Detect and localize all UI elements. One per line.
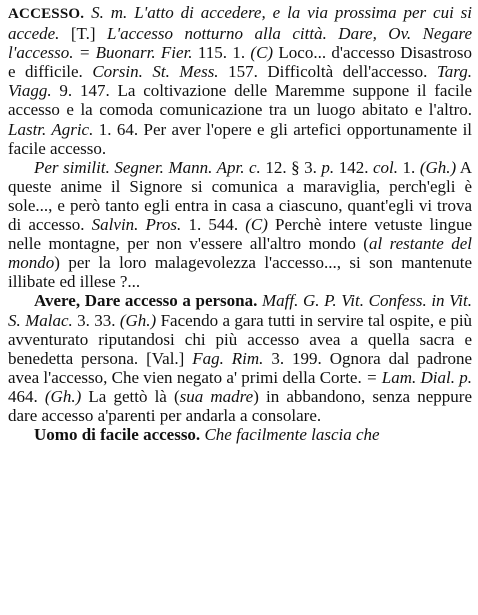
- source-mark: (Gh.): [119, 310, 157, 330]
- citation-number: 1. 64.: [98, 119, 139, 139]
- quote-maff: Facendo a gara tutti in servire tal ospite, e più avventurato riputandosi chi più accesso avea a quella sacra e benedetta persona.: [8, 310, 473, 368]
- t-mark: [T.]: [70, 24, 96, 44]
- source-mark: (C): [250, 43, 274, 63]
- citation-number: 12. § 3.: [265, 157, 317, 177]
- citation-number: 115. 1.: [197, 43, 246, 63]
- citation-number: 3. 199.: [271, 348, 322, 368]
- entry-accesso: [8, 3, 472, 158]
- sense-definition: Che facilmente lascia che: [204, 425, 380, 445]
- source-mark: (Gh.): [419, 157, 457, 177]
- citation-number: 142.: [338, 157, 369, 177]
- source-mark: (Gh.): [44, 386, 82, 406]
- citation-number: 464.: [8, 386, 38, 406]
- column-label: col.: [372, 157, 398, 177]
- definition: L'atto di accedere, e la via prossima per cui si accede.: [8, 3, 473, 44]
- citation-fag: Fag. Rim.: [192, 348, 264, 368]
- citation-number: 1.: [402, 157, 416, 177]
- sense-lead: Avere, Dare accesso a persona.: [34, 291, 258, 311]
- citation-corsin: Corsin. St. Mess.: [92, 62, 219, 82]
- quote-segneri: A queste anime il Signore si comunica a maraviglia, perch'egli è sole..., e però tanto egli entra in casa a ciascuno, quant'egli vi trova di accesso.: [8, 157, 473, 235]
- quote-1: Loco... d'accesso Disastroso e difficile.: [8, 43, 473, 82]
- quote-salvin-end: ) per la loro malagevolezza l'accesso..., si son mantenute illibate ed illese ?...: [8, 253, 472, 292]
- part-of-speech: S. m.: [91, 3, 128, 22]
- citation-targ: Targ. Viagg.: [8, 62, 473, 101]
- source-mark: (C): [245, 215, 268, 235]
- quote-fag: Ognora dal padrone avea l'accesso, Che vien negato a' primi della Corte.: [8, 348, 473, 387]
- citation-maff: Maff. G. P. Vit. Confess. in Vit. S. Malac.: [8, 291, 473, 330]
- citation-salvin: Salvin. Pros.: [91, 215, 182, 235]
- gloss: sua madre: [179, 386, 254, 406]
- example-1: L'accesso notturno alla città.: [107, 24, 327, 44]
- gloss: al restante del mondo: [8, 234, 472, 273]
- sense-lead: Uomo di facile accesso.: [34, 425, 201, 445]
- citation-number: 1. 544.: [188, 215, 239, 235]
- quote-3: La coltivazione delle Maremme suppone il facile accesso e la comoda comunicazione tra un luogo abitato e l'altro.: [8, 81, 473, 120]
- citation-lam: = Lam. Dial. p.: [366, 367, 473, 387]
- example-2: Dare, Ov. Negare l'accesso.: [8, 24, 472, 63]
- quote-2: Difficoltà dell'accesso.: [267, 62, 428, 82]
- quote-4: Per aver l'opere e gli artefici opportunamente il facile accesso.: [8, 119, 473, 158]
- headword: ACCESSO.: [8, 6, 85, 22]
- val-mark: [Val.]: [146, 348, 185, 368]
- citation-number: 9. 147.: [59, 81, 110, 101]
- sense-avere-accesso: [8, 291, 472, 425]
- citation-number: 3. 33.: [77, 310, 116, 330]
- quote-salvin: Perchè intere vetuste lingue nelle montagne, per non v'essere all'altro mondo (: [8, 215, 473, 254]
- citation-lastr: Lastr. Agric.: [8, 119, 94, 139]
- citation-number: 157.: [228, 62, 258, 82]
- sense-uomo-di-facile-accesso: [8, 425, 472, 444]
- quote-lam-end: ) in abbandono, senza neppure dare accesso a'parenti per andarla a consolare.: [8, 386, 472, 425]
- sense-lead: Per similit. Segner. Mann. Apr. c.: [34, 157, 261, 177]
- sense-similitudine: [8, 158, 472, 292]
- citation-buonarr: = Buonarr. Fier.: [78, 43, 193, 63]
- page-label: p.: [321, 157, 335, 177]
- quote-lam: La gettò là (: [88, 386, 180, 406]
